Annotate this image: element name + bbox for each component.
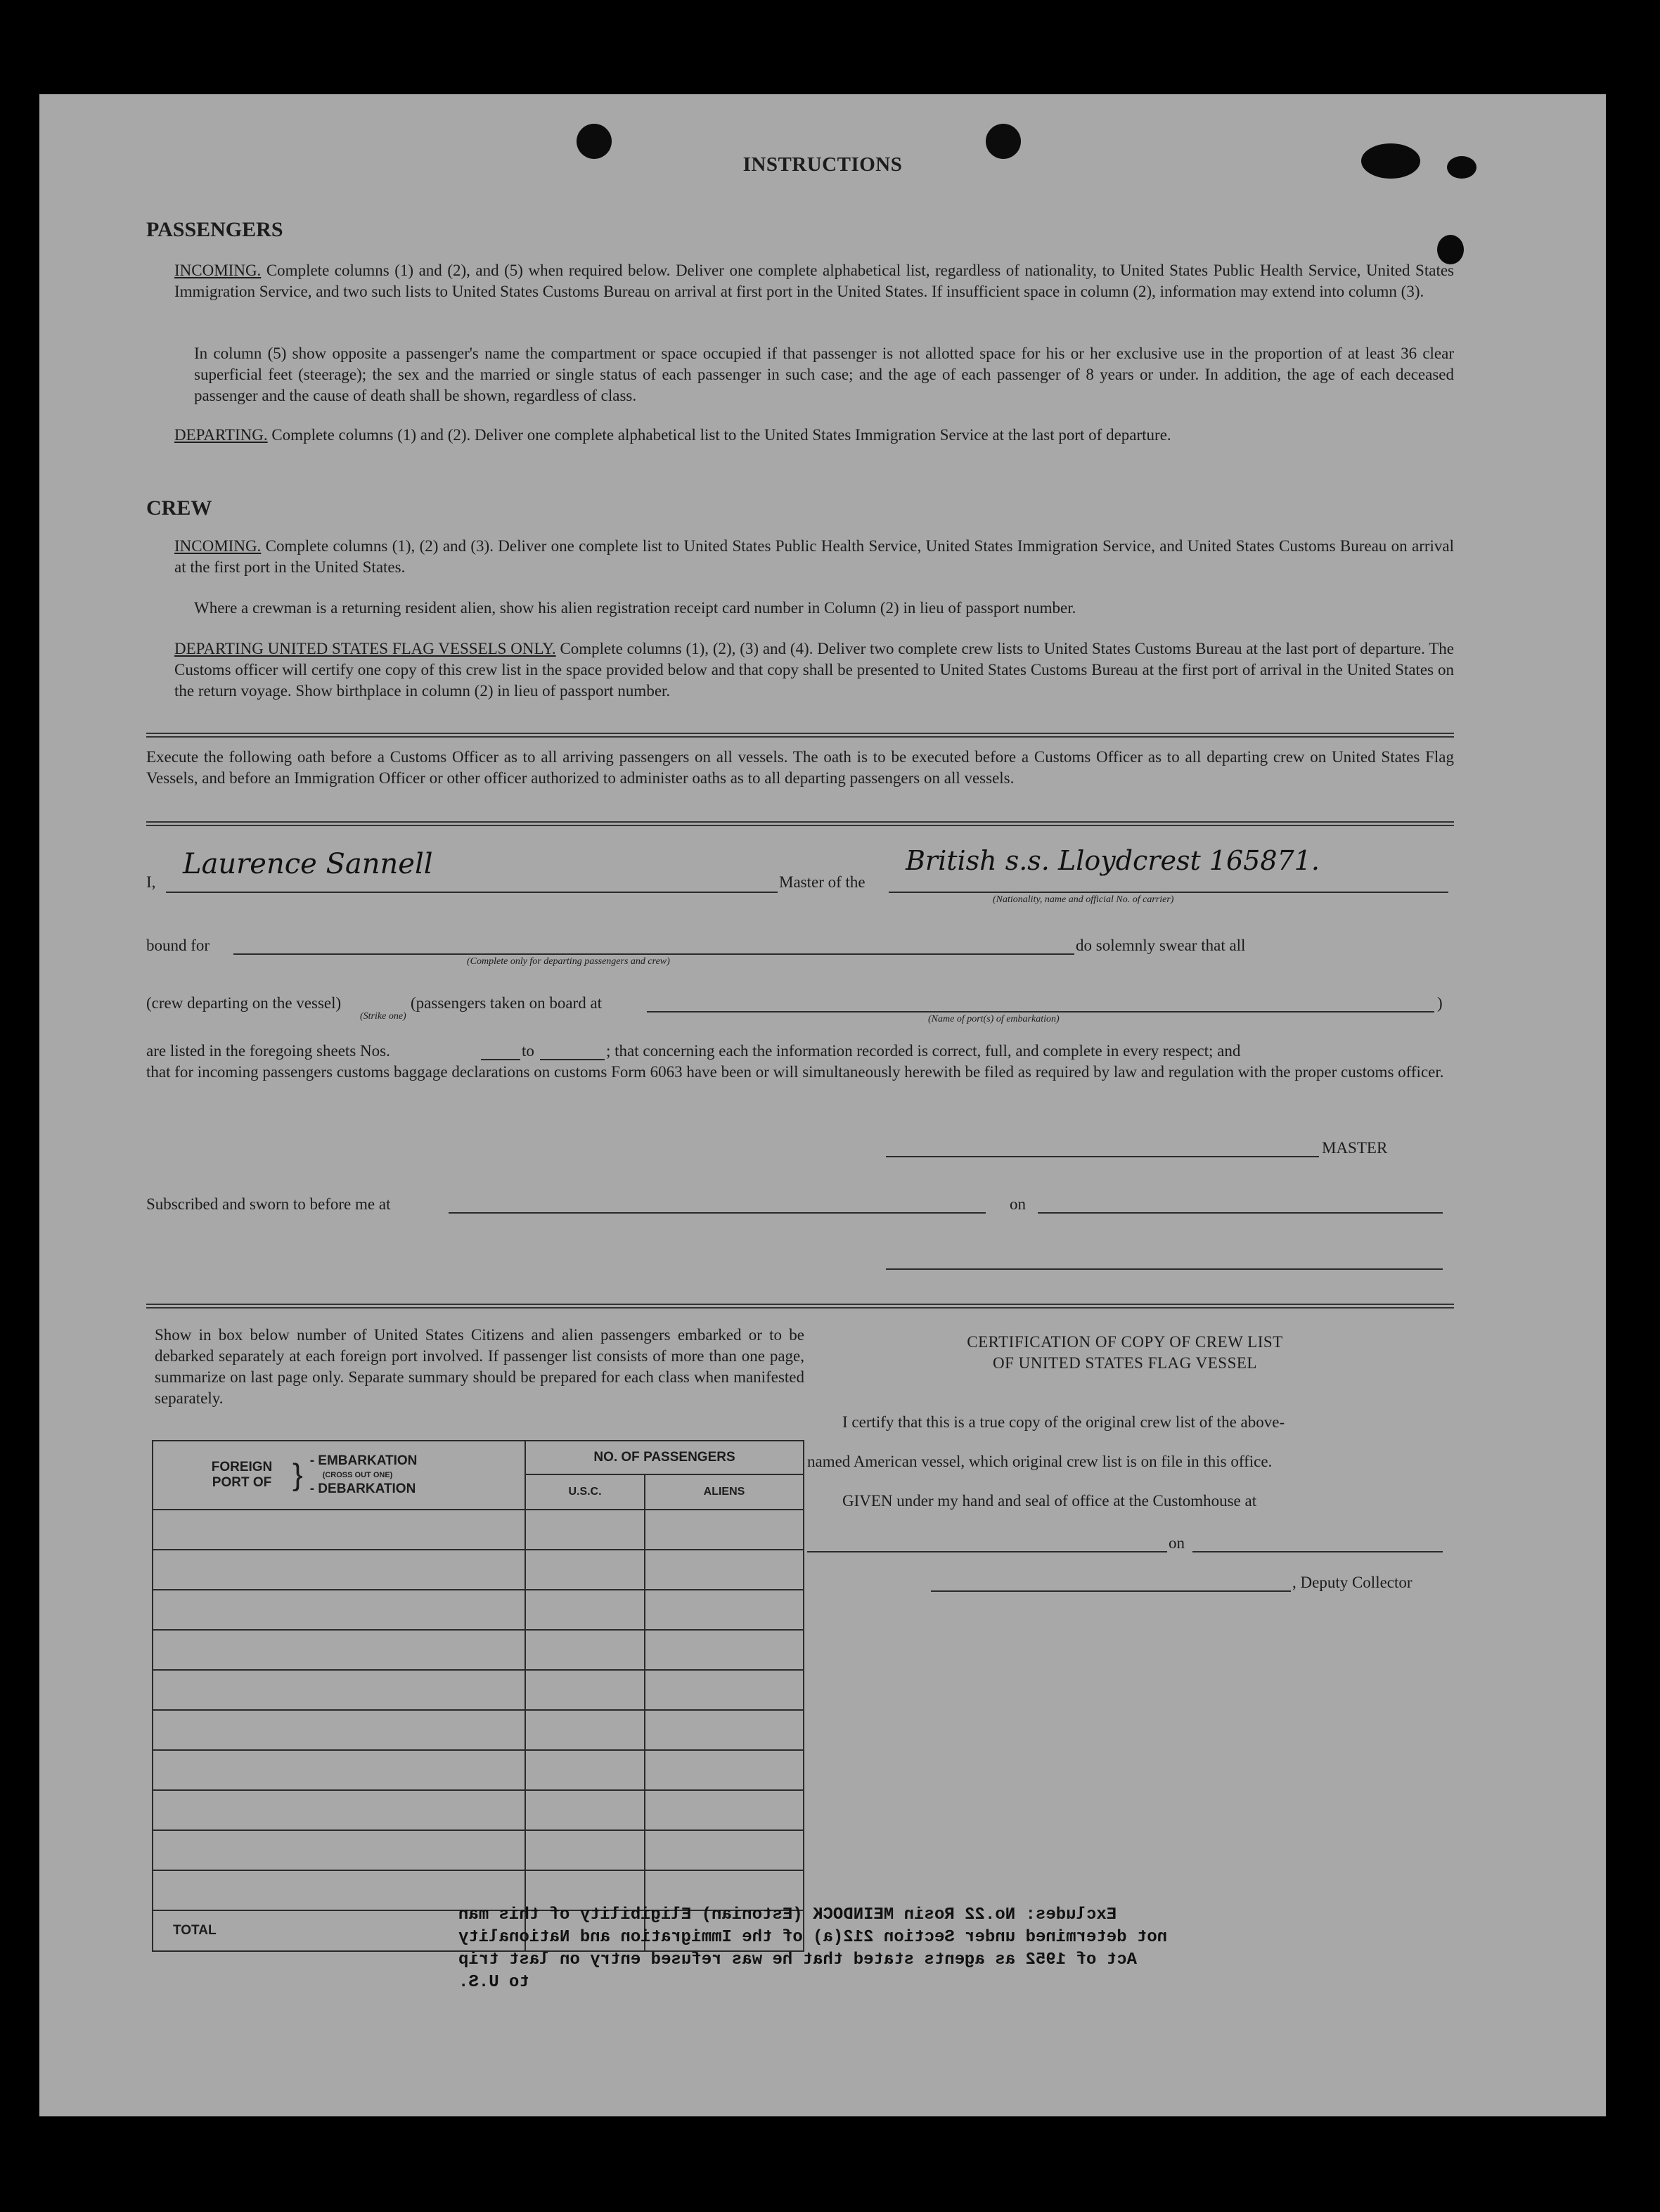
- crew-departing-label: DEPARTING UNITED STATES FLAG VESSELS ONLY.: [174, 640, 556, 657]
- usc-cell: [525, 1510, 645, 1550]
- embarkation-port-line: [647, 1011, 1434, 1012]
- foreign-port-label: FOREIGN PORT OF: [211, 1460, 273, 1490]
- officer-signature-line: [886, 1268, 1443, 1270]
- master-name-handwritten: Laurence Sannell: [183, 848, 433, 880]
- bleed-through-line: Act of 1952 as agents stated that he was refused entry on last trip: [458, 1950, 1137, 1969]
- sheet-to-line: [540, 1059, 605, 1060]
- certification-on-label: on: [1169, 1534, 1185, 1552]
- close-paren: ): [1437, 994, 1443, 1012]
- debarkation-label: - DEBARKATION: [309, 1481, 416, 1496]
- bound-for-line: [233, 953, 1074, 955]
- vessel-caption: (Nationality, name and official No. of carrier): [993, 894, 1174, 905]
- aliens-cell: [645, 1750, 804, 1790]
- no-of-passengers-header: NO. OF PASSENGERS: [525, 1441, 804, 1474]
- master-label: MASTER: [1322, 1139, 1388, 1157]
- section-divider: [146, 1304, 1454, 1308]
- port-cell: [153, 1510, 525, 1550]
- bleed-through-line: to U.S.: [458, 1973, 529, 1992]
- brace-glyph: }: [292, 1458, 303, 1492]
- aliens-cell: [645, 1550, 804, 1590]
- usc-cell: [525, 1710, 645, 1750]
- passengers-departing-label: DEPARTING.: [174, 426, 268, 444]
- sworn-date-line: [1038, 1212, 1443, 1214]
- aliens-cell: [645, 1790, 804, 1830]
- crew-incoming-label: INCOMING.: [174, 537, 262, 555]
- passengers-taken-option: (passengers taken on board at: [411, 994, 603, 1012]
- vessel-handwritten: British s.s. Lloydcrest 165871.: [906, 845, 1320, 876]
- customhouse-line: [807, 1551, 1167, 1552]
- bleed-through-line: Excludes: No.22 Rosin MEINDOCK (Estonian) Eligibility of this man: [458, 1905, 1117, 1924]
- summary-instructions: Show in box below number of United States Citizens and alien passengers embarked or to be debarked separately at each foreign port involved. If passenger list consists of more than one page, summarize on last page only. Separate summary should be prepared for each class when manifested separately.: [155, 1326, 804, 1407]
- usc-cell: [525, 1630, 645, 1670]
- usc-cell: [525, 1790, 645, 1830]
- port-cell: [153, 1590, 525, 1630]
- passengers-heading: PASSENGERS: [146, 218, 283, 241]
- baggage-declaration-text: that for incoming passengers customs baggage declarations on customs Form 6063 have been or will simultaneously herewith be filed as required by law and regulation with the proper customs officer.: [146, 1063, 1444, 1081]
- section-divider: [146, 821, 1454, 826]
- deputy-signature-line: [931, 1590, 1291, 1592]
- crew-resident-paragraph: Where a crewman is a returning resident alien, show his alien registration receipt card number in Column (2) in lieu of passport number.: [194, 599, 1076, 617]
- passenger-summary-table: [152, 1440, 804, 1952]
- passengers-departing-text: Complete columns (1) and (2). Deliver one complete alphabetical list to the United States Immigration Service at the last port of departure.: [271, 426, 1171, 444]
- master-of-the-label: Master of the: [779, 873, 866, 891]
- port-cell: [153, 1630, 525, 1670]
- usc-cell: [525, 1750, 645, 1790]
- foreign-port-header: [153, 1441, 525, 1510]
- vessel-line: [889, 892, 1448, 893]
- page-title: INSTRUCTIONS: [742, 153, 903, 176]
- strike-one-caption: (Strike one): [360, 1011, 406, 1022]
- crew-incoming-paragraph: [174, 536, 1454, 578]
- passengers-departing-paragraph: [174, 425, 1454, 446]
- usc-header: U.S.C.: [525, 1474, 645, 1510]
- usc-cell: [525, 1830, 645, 1870]
- certification-text-3: GIVEN under my hand and seal of office at the Customhouse at: [842, 1492, 1257, 1510]
- document-page: [39, 94, 1606, 2116]
- ports-caption: (Name of port(s) of embarkation): [928, 1014, 1060, 1024]
- cross-out-label: (CROSS OUT ONE): [322, 1471, 393, 1479]
- oath-i-label: I,: [146, 873, 156, 891]
- certification-text-2: named American vessel, which original crew list is on file in this office.: [807, 1453, 1273, 1470]
- bound-for-label: bound for: [146, 937, 210, 954]
- sworn-place-line: [449, 1212, 986, 1214]
- port-cell: [153, 1670, 525, 1710]
- aliens-cell: [645, 1630, 804, 1670]
- crew-heading: CREW: [146, 496, 212, 520]
- sworn-on-label: on: [1010, 1195, 1026, 1213]
- sheets-to-label: to: [522, 1042, 534, 1060]
- bound-for-caption: (Complete only for departing passengers and crew): [467, 956, 670, 967]
- subscribed-label: Subscribed and sworn to before me at: [146, 1195, 391, 1213]
- certification-text-1: I certify that this is a true copy of the original crew list of the above-: [842, 1413, 1285, 1431]
- port-cell: [153, 1830, 525, 1870]
- usc-cell: [525, 1670, 645, 1710]
- passengers-incoming-label: INCOMING.: [174, 262, 262, 279]
- section-divider: [146, 733, 1454, 738]
- sheets-label: are listed in the foregoing sheets Nos.: [146, 1042, 390, 1060]
- aliens-cell: [645, 1590, 804, 1630]
- passengers-incoming-text: Complete columns (1) and (2), and (5) when required below. Deliver one complete alphabetical list, regardless of nationality, to United States Public Health Service, United States Immigration Service, and two such lists to United States Customs Bureau on arrival at first port in the United States. If insufficient space in column (2), information may extend into column (3).: [174, 262, 1455, 300]
- sheet-from-line: [481, 1059, 520, 1060]
- embarkation-label: - EMBARKATION: [309, 1453, 418, 1468]
- swear-text: do solemnly swear that all: [1076, 937, 1246, 954]
- total-label: TOTAL: [153, 1910, 525, 1951]
- certification-title-2: OF UNITED STATES FLAG VESSEL: [993, 1354, 1257, 1372]
- crew-incoming-text: Complete columns (1), (2) and (3). Deliver one complete list to United States Public Health Service, United States Immigration Service, and United States Customs Bureau on arrival at the first port in the United States.: [174, 537, 1455, 576]
- oath-intro: Execute the following oath before a Customs Officer as to all arriving passengers on all vessels. The oath is to be executed before a Customs Officer as to all departing crew on United States Flag Vessels, and before an Immigration Officer or other officer authorized to administer oaths as to all departing passengers on all vessels.: [146, 748, 1454, 787]
- aliens-cell: [645, 1710, 804, 1750]
- port-cell: [153, 1790, 525, 1830]
- passengers-incoming-paragraph: [174, 260, 1454, 302]
- usc-cell: [525, 1550, 645, 1590]
- crew-departing-text: Complete columns (1), (2), (3) and (4). Deliver two complete crew lists to United States Customs Bureau at the last port of departure. The Customs officer will certify one copy of this crew list in the space provided below and that copy shall be presented to United States Customs Bureau at the first port of arrival in the United States on the return voyage. Show birthplace in column (2) in lieu of passport number.: [174, 640, 1455, 700]
- aliens-cell: [645, 1670, 804, 1710]
- aliens-header: ALIENS: [645, 1474, 804, 1510]
- crew-departing-option: (crew departing on the vessel): [146, 994, 342, 1012]
- usc-cell: [525, 1590, 645, 1630]
- certification-title-1: CERTIFICATION OF COPY OF CREW LIST: [967, 1333, 1283, 1351]
- port-cell: [153, 1750, 525, 1790]
- bleed-through-line: not determined under Section 212(a) of the Immigration and Nationality: [458, 1928, 1168, 1947]
- aliens-cell: [645, 1510, 804, 1550]
- aliens-cell: [645, 1830, 804, 1870]
- port-cell: [153, 1710, 525, 1750]
- passengers-column5-paragraph: In column (5) show opposite a passenger's name the compartment or space occupied if that passenger is not allotted space for his or her exclusive use in the proportion of at least 36 clear superficial feet (steerage); the sex and the married or single status of each passenger in such case; and the age of each passenger of 8 years or under. In addition, the age of each deceased passenger and the cause of death shall be shown, regardless of class.: [194, 345, 1454, 404]
- port-cell: [153, 1550, 525, 1590]
- master-name-line: [166, 892, 778, 893]
- deputy-collector-label: , Deputy Collector: [1292, 1574, 1413, 1591]
- crew-departing-paragraph: [174, 638, 1454, 702]
- certification-date-line: [1192, 1551, 1443, 1552]
- sheets-text: ; that concerning each the information recorded is correct, full, and complete in every respect; and: [606, 1042, 1241, 1060]
- master-signature-line: [886, 1156, 1319, 1157]
